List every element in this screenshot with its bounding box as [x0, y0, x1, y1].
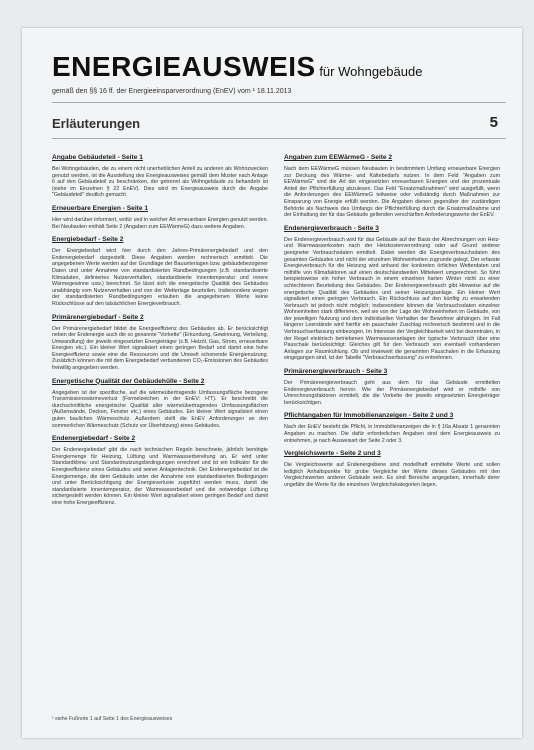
block-energiebedarf [52, 236, 268, 307]
block-text: Angegeben ist der spezifische, auf die wärmeübertragende Umfassungsfläche bezogene Transmissionswärmeverlust (Formelzeichen in der EnEV: H'T). Er beschreibt die durchschnittliche energetische Qualität aller wärmeübertragenden Umfassungsflächen (Außenwände, Decken, Fenster etc.) eines Gebäudes. Ein kleiner Wert signalisiert einen guten baulichen Wärmeschutz. Außerdem stellt die EnEV Anforderungen an den sommerlichen Wärmeschutz (Schutz vor Überhitzung) eines Gebäudes. [52, 389, 268, 429]
block-text: Der Primärenergiebedarf bildet die Energieeffizienz des Gebäudes ab. Er berücksichtigt neben der Endenergie auch die so genannte "Vorkette" (Erkundung, Gewinnung, Verteilung, Umwandlung) der jeweils eingesetzten Energieträger (z.B. Heizöl, Gas, Strom, erneuerbare Energien etc.). Ein kleiner Wert signalisiert einen geringen Bedarf und damit eine hohe Energieeffizienz sowie eine die Ressourcen und die Umwelt schonende Energienutzung. Zusätzlich können die mit dem Energiebedarf verbundenen CO₂-Emissionen des Gebäudes freiwillig angegeben werden. [52, 325, 268, 372]
title-sub: für Wohngebäude [315, 64, 423, 79]
block-heading: Angaben zum EEWärmeG - Seite 2 [284, 154, 393, 161]
footnote: ¹ siehe Fußnote 1 auf Seite 1 des Energieausweises [52, 716, 173, 722]
block-text: Nach dem EEWärmeG müssen Neubauten in bestimmtem Umfang erneuerbare Energien zur Deckung des Wärme- und Kältebedarfs nutzen. In dem Feld "Angaben zum EEWärmeG" sind die Art der eingesetzten erneuerbaren Energien und der prozentuale Anteil der Pflichterfüllung abzulesen. Das Feld "Ersatzmaßnahmen" wird ausgefüllt, wenn die Anforderungen des EEWärmeG teilweise oder vollständig durch Maßnahmen zur Einsparung von Energie erfüllt werden. Die Angaben dienen gegenüber der zuständigen Behörde als Nachweis des Umfangs der Pflichterfüllung durch die Ersatzmaßnahme und der Einhaltung der für das Gebäude geltenden verschärften Anforderungswerte der EnEV. [284, 166, 500, 219]
block-vergleichswerte [284, 450, 500, 488]
block-text: Bei Wohngebäuden, die zu einem nicht unerheblichen Anteil zu anderen als Wohnzwecken genutzt werden, ist die Ausstellung des Energieausweises gemäß dem Muster nach Anlage 6 auf den Gebäudeteil zu beschränken, der getrennt als Wohngebäude zu behandeln ist (siehe im Einzelnen § 22 EnEV). Dies wird im Energieausweis durch die Angabe "Gebäudeteil" deutlich gemacht. [52, 166, 268, 199]
block-endverbrauch [284, 225, 500, 362]
block-heading: Energetische Qualität der Gebäudehülle - Seite 2 [52, 377, 205, 385]
block-primaerverbrauch [284, 368, 500, 406]
block-heading: Endenergiebedarf - Seite 2 [52, 435, 136, 443]
block-heading: Erneuerbare Energien - Seite 1 [52, 204, 149, 212]
block-text: Der Energiebedarf wird hier durch den Jahres-Primärenergiebedarf und den Endenergiebedarf dargestellt. Diese Angaben werden rechnerisch ermittelt. Die angegebenen Werte werden auf der Grundlage der Bauunterlagen bzw. gebäudebezogener Daten und unter Annahme von standardisierten Randbedingungen (z.B. standardisierte Klimadaten, definiertes Nutzerverhalten, standardisierte Innentemperatur und innere Wärmegewinne usw.) berechnet. So lässt sich die energetische Qualität des Gebäudes unabhängig vom Nutzerverhalten und von der Wetterlage beurteilen. Insbesondere wegen der standardisierten Randbedingungen erlauben die angegebenen Werte keine Rückschlüsse auf den tatsächlichen Energieverbrauch. [52, 248, 268, 307]
block-text: Hier wird darüber informiert, wofür und in welcher Art erneuerbare Energien genutzt werden. Bei Neubauten enthält Seite 2 (Angaben zum EEWärmeG) dazu weitere Angaben. [52, 216, 268, 230]
block-text: Nach der EnEV besteht die Pflicht, in Immobilienanzeigen die in § 16a Absatz 1 genannten Angaben zu machen. Die dafür erforderlichen Angaben sind dem Energieausweis zu entnehmen, je nach Ausweisart der Seite 2 oder 3. [284, 424, 500, 444]
right-column [284, 154, 500, 495]
block-eewaermeg [284, 154, 500, 219]
block-pflichtangaben [284, 412, 500, 444]
block-heading: Angabe Gebäudeteil - Seite 1 [52, 154, 143, 161]
block-endbedarf [52, 435, 268, 506]
title-main: ENERGIEAUSWEIS [52, 51, 316, 82]
regulation-line: gemäß den §§ 16 ff. der Energieeinsparverordnung (EnEV) vom ¹ 18.11.2013 [52, 88, 292, 95]
block-text: Der Endenergieverbrauch wird für das Gebäude auf der Basis der Abrechnungen von Heiz- und Warmwasserkosten nach der Heizkostenverordnung oder auf Grund anderer geeigneter Verbrauchsdaten ermittelt. Dabei werden die Energieverbrauchsdaten des gesamten Gebäudes und nicht der einzelnen Wohneinheiten zugrunde gelegt. Der erfasste Energieverbrauch für die Heizung wird anhand der konkreten örtlichen Wetterdaten und mithilfe von Klimafaktoren auf einen deutschlandweiten Mittelwert umgerechnet. So führt beispielsweise ein hoher Verbrauch in einem einzelnen harten Winter nicht zu einer schlechteren Beurteilung des Gebäudes. Der Endenergieverbrauch gibt Hinweise auf die energetische Qualität des Gebäudes und seiner Heizungsanlage. Ein kleiner Wert signalisiert einen geringen Verbrauch. Ein Rückschluss auf den künftig zu erwartenden Verbrauch ist jedoch nicht möglich; insbesondere können die Verbrauchsdaten einzelner Wohneinheiten stark differieren, weil sie von der Lage der Wohneinheiten im Gebäude, von der jeweiligen Nutzung und dem individuellen Verhalten der Bewohner abhängen. Im Fall längerer Leerstände wird hierfür ein pauschaler Zuschlag rechnerisch bestimmt und in die Verbrauchserfassung einbezogen. Im Interesse der Vergleichbarkeit wird bei dezentralen, in der Regel elektrisch betriebenen Warmwasseranlagen der typische Verbrauch über eine Pauschale berücksichtigt: Gleiches gilt für den Verbrauch von eventuell vorhandenen Anlagen zur Raumkühlung. Ob und inwieweit die genannten Pauschalen in die Erfassung eingegangen sind, ist der Tabelle "Verbrauchserfassung" zu entnehmen. [284, 236, 500, 362]
block-text: Der Endenergiebedarf gibt die nach technischen Regeln berechnete, jährlich benötigte Energiemenge für Heizung, Lüftung und Warmwasserbereitung an. Er wird unter Standardklima- und Standardnutzungsbedingungen errechnet und ist ein Indikator für die Energieeffizienz eines Gebäudes und seiner Anlagentechnik. Der Endenergiebedarf ist die Energiemenge, die dem Gebäude unter der Annahme von standardisierten Bedingungen und unter Berücksichtigung der Energieverluste zugeführt werden muss, damit die standardisierte Innentemperatur, der Warmwasserbedarf und die notwendige Lüftung sichergestellt werden können. Ein kleiner Wert signalisiert einen geringen Bedarf und damit eine hohe Energieeffizienz. [52, 447, 268, 506]
block-text: Die Vergleichswerte auf Endenergiebene sind modellhaft ermittelte Werte und sollen lediglich Anhaltspunkte für grobe Vergleiche der Werte dieses Gebäudes mit den Vergleichswerten anderer Gebäude sein. Es sind Bereiche angegeben, innerhalb derer ungefähr die Werte für die einzelnen Vergleichskategorien liegen. [284, 462, 500, 488]
block-heading: Primärenergiebedarf - Seite 2 [52, 313, 144, 321]
page-number: 5 [489, 114, 498, 131]
section-title: Erläuterungen [52, 116, 141, 131]
block-text: Der Primärenergieverbrauch geht aus dem für das Gebäude ermittelten Endenergieverbrauch hervor. Wie der Primärenergiebedarf wird er mithilfe von Umrechnungsfaktoren ermittelt, die die Vorkette der jeweils eingesetzten Energieträger berücksichtigen. [284, 380, 500, 406]
header-divider [52, 102, 506, 103]
block-gebaeudehuelle [52, 378, 268, 430]
left-column [52, 154, 268, 513]
block-heading: Pflichtangaben für Immobilienanzeigen - Seite 2 und 3 [284, 412, 454, 420]
block-heading: Primärenergieverbrauch - Seite 3 [284, 368, 388, 376]
block-heading: Vergleichswerte - Seite 2 und 3 [284, 450, 381, 458]
block-erneuerbare [52, 205, 268, 230]
document-title [52, 52, 422, 87]
document-page [22, 28, 522, 738]
block-primaerbedarf [52, 314, 268, 372]
block-gebaeudeteil [52, 154, 268, 199]
section-divider [52, 138, 506, 139]
block-heading: Energiebedarf - Seite 2 [52, 236, 124, 244]
block-heading: Endenergieverbrauch - Seite 3 [284, 224, 379, 232]
